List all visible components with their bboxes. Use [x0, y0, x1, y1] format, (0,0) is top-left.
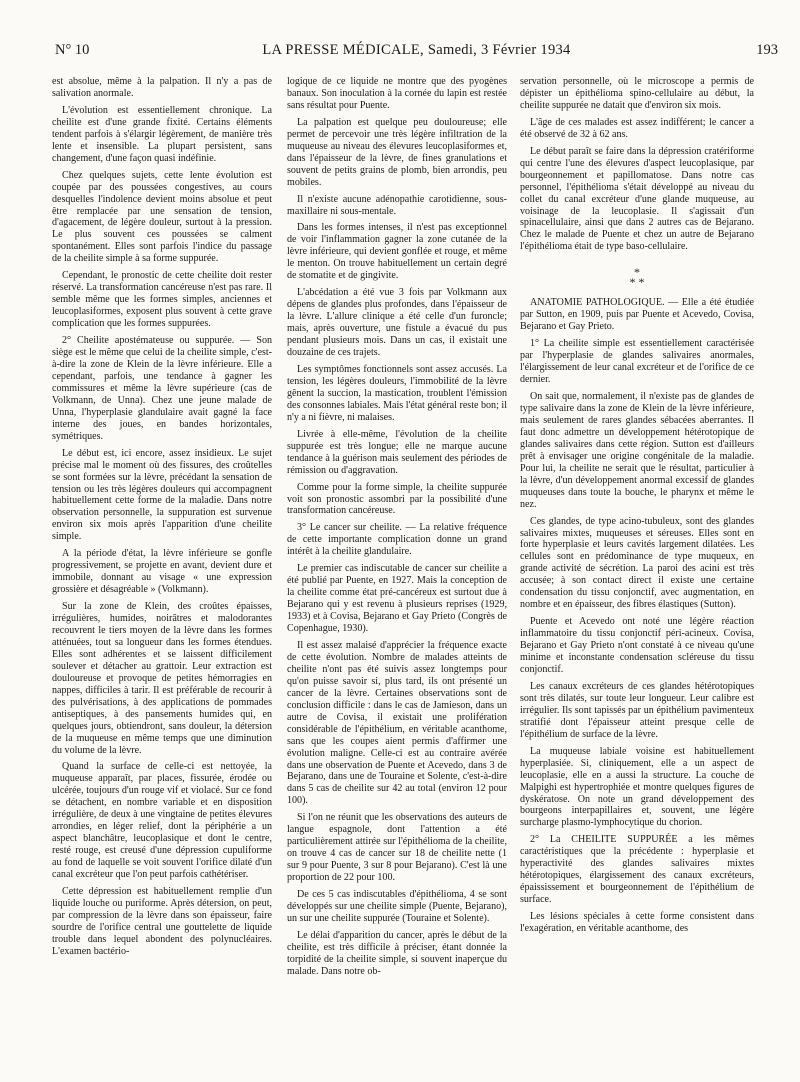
paragraph: Le délai d'apparition du cancer, après le début de la cheilite, est très difficile à préciser, étant donnée la torpidité de la cheilite simple, si souvent inaperçue du malade. Dans notre ob- — [287, 929, 507, 977]
paragraph: 2° La CHEILITE SUPPURÉE a les mêmes caractéristiques que la précédente : hyperplasie et hyperactivité des glandes salivaires mixtes hétérotopiques, élargissement des canaux excréteurs, épaississement et bourgeonnement de l'épithélium de surface. — [520, 834, 754, 906]
paragraph: Les canaux excréteurs de ces glandes hétérotopiques sont très dilatés, sur toute leur longueur. Leur calibre est irrégulier. Ils sont tapissés par un épithélium pavimenteux stratifié dont l'épaisseur atteint presque celle de l'épithélium de surface de la lèvre. — [520, 680, 754, 740]
paragraph: 3° Le cancer sur cheilite. — La relative fréquence de cette importante complication donne un grand intérêt à la cheilite glandulaire. — [287, 522, 507, 558]
paragraph: Le début est, ici encore, assez insidieux. Le sujet précise mal le moment où des fissures, des croûtelles se sont formées sur la lèvre, précédant la sensation de tension ou les très légères douleurs qui accompagnent habituellement cette forme de la maladie. Dans notre observation personnelle, la suppuration est survenue environ six mois après l'apparition d'une cheilite simple. — [52, 447, 272, 543]
paragraph: Il n'existe aucune adénopathie carotidienne, sous-maxillaire ni sous-mentale. — [287, 193, 507, 217]
journal-title: LA PRESSE MÉDICALE, Samedi, 3 Février 1934 — [262, 42, 571, 58]
paragraph: Comme pour la forme simple, la cheilite suppurée voit son pronostic assombri par la possibilité d'une transformation cancéreuse. — [287, 481, 507, 517]
paragraph: L'âge de ces malades est assez indifférent; le cancer a été observé de 32 à 62 ans. — [520, 116, 754, 140]
paragraph: Le début paraît se faire dans la dépression cratériforme qui centre l'une des élevures d'aspect leucoplasique, par bourgeonnement et papillomatose. Dans notre cas personnel, l'épithélioma s'était développé au niveau du collet du canal excréteur d'une glande muqueuse, au voisinage de la leucoplasie. Il s'agissait d'un spinacellulaire, ainsi que dans 2 autres cas de Bejarano. Chez le malade de Puente et chez un autre de Bejarano l'épithélioma était de type baso-cellulaire. — [520, 145, 754, 253]
paragraph: Les symptômes fonctionnels sont assez accusés. La tension, les légères douleurs, l'immobilité de la lèvre gênent la succion, la mastication, troublent l'émission des consonnes labiales. Mais l'état général reste bon; il n'y a ni fièvre, ni malaises. — [287, 363, 507, 423]
paragraph: Puente et Acevedo ont noté une légère réaction inflammatoire du tissu conjonctif péri-acineux. Covisa, Bejarano et Gay Prieto n'ont constaté à ce niveau qu'une minime et inconstante condensation scléreuse du tissu conjonctif. — [520, 616, 754, 675]
paragraph: Cependant, le pronostic de cette cheilite doit rester réservé. La transformation cancéreuse n'est pas rare. Il semble même que les formes simples, anciennes et leucoplasiformes, exposent plus souvent à cette grave complication que les formes suppurées. — [52, 270, 272, 330]
paragraph: Cette dépression est habituellement remplie d'un liquide louche ou puriforme. Après détersion, on peut, par compression de la lèvre dans son épaisseur, faire sourdre de l'orifice central une gouttelette de liquide trouble dans lequel abondent des polynucléaires. L'examen bactério- — [52, 886, 272, 957]
paragraph: La muqueuse labiale voisine est habituellement hyperplasiée. Si, cliniquement, elle a un aspect de leucoplasie, elle en a aussi la structure. La couche de Malpighi est hypertrophiée et montre quelques figures de dyskératose. On note un grand développement des bourgeons interpapillaires et, souvent, une légère surcharge plasmo-lymphocytique du chorion. — [520, 745, 754, 829]
paragraph: servation personnelle, où le microscope a permis de dépister un épithélioma spino-cellulaire au début, la cheilite suppurée ne datait que d'environ six mois. — [520, 76, 754, 111]
paragraph: L'abcédation a été vue 3 fois par Volkmann aux dépens de glandes plus profondes, dans l'épaisseur de la lèvre. L'allure clinique a été celle d'un furoncle; mais, après ouverture, une fistule a évacué du pus pendant plusieurs mois. Dans un cas, il existait une douzaine de ces trajets. — [287, 287, 507, 359]
paragraph: Le premier cas indiscutable de cancer sur cheilite a été publié par Puente, en 1927. Mais la conception de la cheilite comme état pré-cancéreux est surtout due à Bejarano qui y est revenu à plusieurs reprises (1929, 1933) et à Covisa, Bejarano et Gay Prieto (Congrès de Copenhague, 1930). — [287, 563, 507, 635]
paragraph: L'évolution est essentiellement chronique. La cheilite est d'une grande fixité. Certains éléments tendent parfois à s'élargir légèrement, de manière très lente et insensible. La plupart persistent, sans changement, d'une façon quasi indéfinie. — [52, 104, 272, 164]
paragraph: Ces glandes, de type acino-tubuleux, sont des glandes salivaires mixtes, muqueuses et séreuses. Elles sont en forte hyperplasie et leurs cavités largement dilatées. Les cellules sont en prédominance de type muqueux, en grande activité de sécrétion. La paroi des acini est très accusée; à son contact direct il existe une certaine condensation du tissu conjonctif, avec augmentation, en nombre et en épaisseur, des fibres élastiques (Sutton). — [520, 515, 754, 611]
paragraph: A la période d'état, la lèvre inférieure se gonfle progressivement, se projette en avant, devient dure et immobile, donnant au visage « une expression grossière et désagréable » (Volkmann). — [52, 548, 272, 596]
paragraph: Si l'on ne réunit que les observations des auteurs de langue espagnole, dont l'attention a été particulièrement attirée sur l'épithélioma de la cheilite, on trouve 4 cas de cancer sur 18 de cheilite nette (1 sur 9 pour Puente, 3 sur 8 pour Bejarano). C'est là une proportion de 22 pour 100. — [287, 812, 507, 884]
text-column-3 — [520, 76, 754, 940]
paragraph: Il est assez malaisé d'apprécier la fréquence exacte de cette évolution. Nombre de malades atteints de cheilite n'ont pas été suivis assez longtemps pour qu'on puisse savoir si, plus tard, ils ont présenté un cancer de la lèvre. Certaines observations sont de conclusion difficile : dans le cas de Jamieson, dans un autre de Covisa, il existait une prolifération considérable de l'épithélium, en véritable acanthome, sans que les coupes aient permis d'affirmer une évolution maligne. Celle-ci est au contraire avérée dans une observation de Puente et Acevedo, dans 3 de Bejarano, dans une de Touraine et Solente, c'est-à-dire dans 5 cas de cheilite sur 42 au total (environ 12 pour 100). — [287, 639, 507, 807]
paragraph: 2° Cheilite apostémateuse ou suppurée. — Son siège est le même que celui de la cheilite simple, c'est-à-dire la zone de Klein de la lèvre inférieure. Elle a cependant, parfois, une tendance à gagner les commissures et même la lèvre supérieure (cas de Volkmann, de Unna). Chez une jeune malade de Unna, l'hyperplasie glandulaire avait gagné la face interne des joues, en bandes horizontales, symétriques. — [52, 335, 272, 442]
paragraph: On sait que, normalement, il n'existe pas de glandes de type salivaire dans la zone de Klein de la lèvre inférieure, mais seulement de rares glandes sébacées aberrantes. Il faut donc admettre un développement hétérotopique de glandes salivaires dans cette région. Sutton est d'ailleurs prêt à envisager une origine congénitale de la maladie. Pour lui, la cheilite ne serait que le résultat, particulier à la lèvre, d'un développement anormal excessif de glandes muqueuses dans toute la bouche, le pharynx et même le nez. — [520, 391, 754, 510]
paragraph: ANATOMIE PATHOLOGIQUE. — Elle a été étudiée par Sutton, en 1909, puis par Puente et Acevedo, Covisa, Bejarano et Gay Prieto. — [520, 297, 754, 333]
paragraph: Quand la surface de celle-ci est nettoyée, la muqueuse apparaît, par places, fissurée, érodée ou ulcérée, toujours d'un rouge vif et violacé. Sur ce fond se détachent, en nombre variable et en disposition irrégulière, de deux à une vingtaine de petites élevures arrondies, en léger relief, dont la périphérie a un aspect blanchâtre, leucoplasique et dont le centre, resté rouge, est creusé d'une dépression cupuliforme au fond de laquelle se voit souvent l'orifice dilaté d'un canal excréteur que l'on peut parfois cathétériser. — [52, 761, 272, 881]
issue-number: N° 10 — [55, 42, 90, 58]
page-header — [55, 42, 778, 62]
paragraph: Les lésions spéciales à cette forme consistent dans l'exagération, en véritable acanthome, des — [520, 911, 754, 935]
paragraph: De ces 5 cas indiscutables d'épithélioma, 4 se sont développés sur une cheilite simple (Puente, Bejarano), un sur une cheilite suppurée (Touraine et Solente). — [287, 889, 507, 924]
paragraph: logique de ce liquide ne montre que des pyogènes banaux. Son inoculation à la cornée du lapin est restée sans résultat pour Puente. — [287, 76, 507, 111]
paragraph: Chez quelques sujets, cette lente évolution est coupée par des poussées congestives, au cours desquelles l'indolence devient moins absolue et peut être remplacée par une sensation de tension, d'agacement, de légère douleur, surtout à la pression. Le plus souvent ces poussées se calment spontanément. Elles sont parfois l'indice du passage de la cheilite simple à sa forme suppurée. — [52, 169, 272, 265]
paragraph: Livrée à elle-même, l'évolution de la cheilite suppurée est très longue; elle ne marque aucune tendance à la guérison mais seulement des périodes de rémission ou d'aggravation. — [287, 428, 507, 476]
page-number: 193 — [756, 42, 778, 58]
text-column-2 — [287, 76, 507, 983]
paragraph: Dans les formes intenses, il n'est pas exceptionnel de voir l'inflammation gagner la zone cutanée de la lèvre inférieure, qui devient gonflée et rouge, et même le menton. On trouve habituellement un certain degré de stomatite et de gingivite. — [287, 222, 507, 282]
text-column-1 — [52, 76, 272, 963]
paragraph: est absolue, même à la palpation. Il n'y a pas de salivation anormale. — [52, 76, 272, 99]
paragraph: Sur la zone de Klein, des croûtes épaisses, irrégulières, humides, noirâtres et malodorantes recouvrent le tiers moyen de la lèvre dans les formes atténuées, tout sa longueur dans les formes étendues. Elles sont adhérentes et se laissent difficilement soulever et détacher au grattoir. Leur extraction est douloureuse et provoque de petites hémorragies en nappes, difficiles à tarir. Il est préférable de recourir à des pulvérisations, à des applications de pommades antiseptiques, à des pansements humides qui, en quelques jours, obtiendront, sans douleur, la détersion de la muqueuse en même temps que une diminution du volume de la lèvre. — [52, 601, 272, 756]
paragraph: 1° La cheilite simple est essentiellement caractérisée par l'hyperplasie de glandes salivaires anormales, l'élargissement de leur canal excréteur et de l'orifice de ce dernier. — [520, 338, 754, 386]
paragraph: La palpation est quelque peu douloureuse; elle permet de percevoir une très légère infiltration de la muqueuse au niveau des élevures leucoplasiformes et, dans l'épaisseur de la lèvre, de fines granulations et souvent de petits grains de plomb, bien arrondis, peu mobiles. — [287, 116, 507, 188]
section-separator-asterisks: * * * — [629, 265, 645, 290]
